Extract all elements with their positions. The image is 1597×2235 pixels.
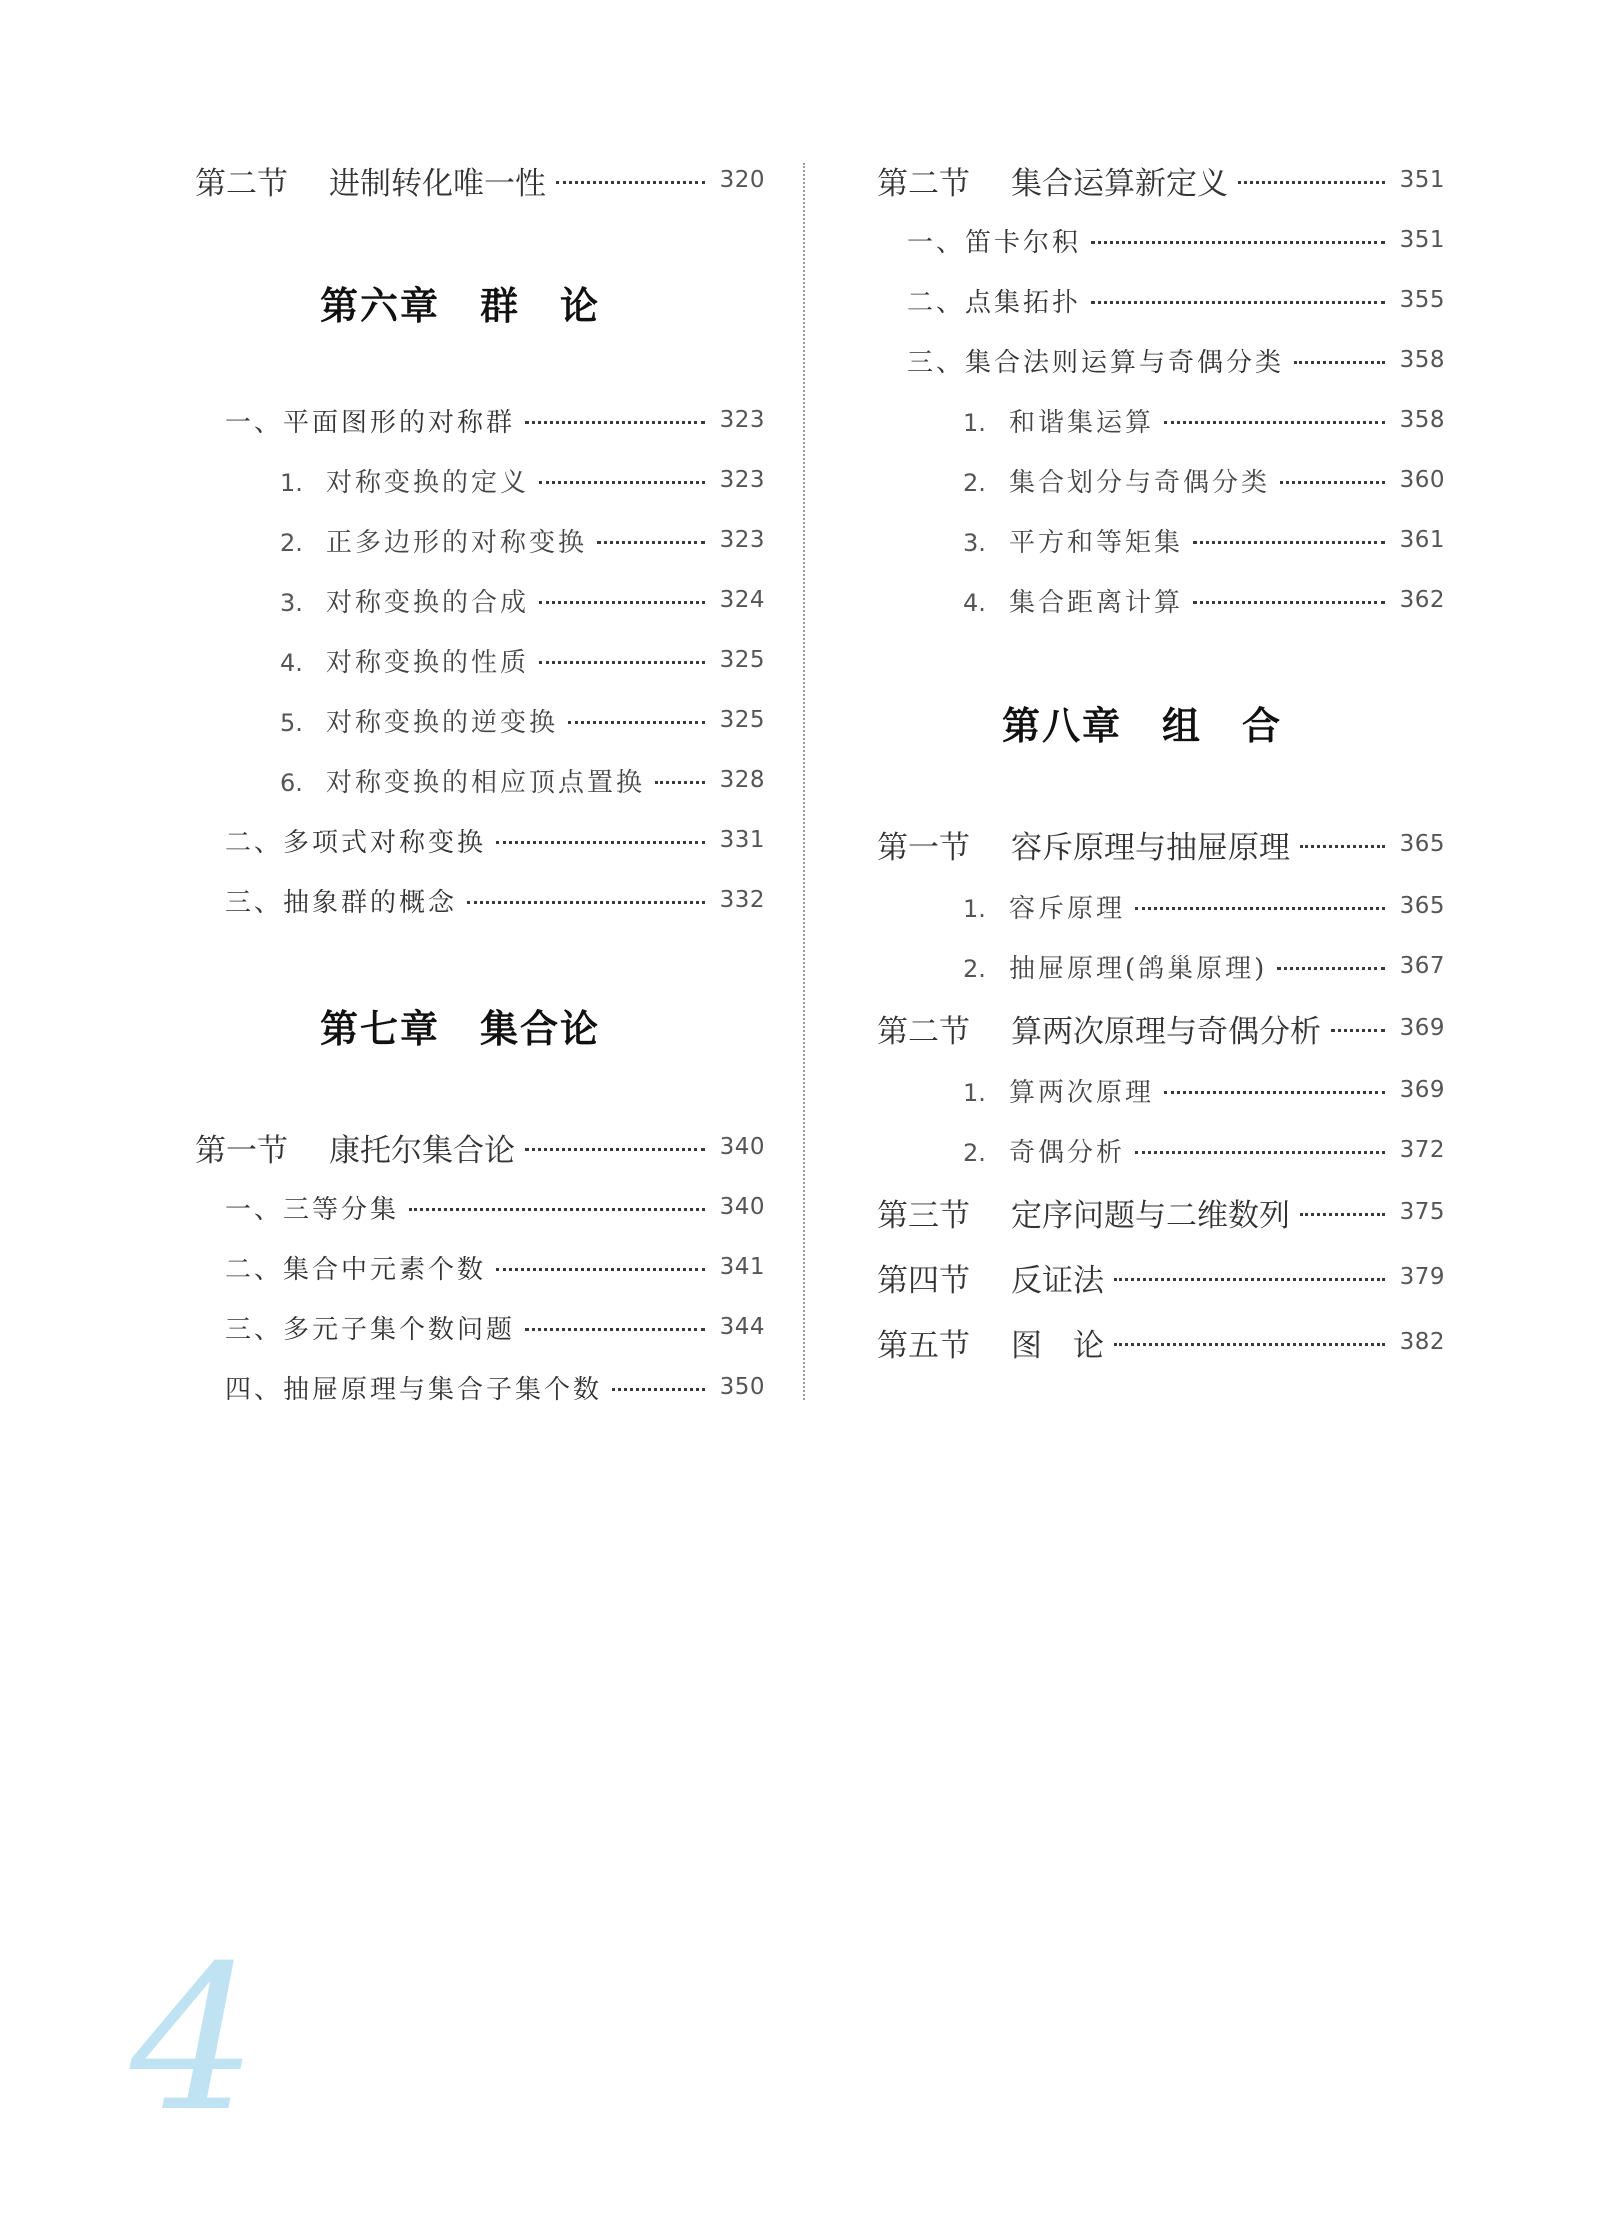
toc-entry[interactable]: 三、多元子集个数问题 344 xyxy=(225,1314,765,1345)
page-number: 361 xyxy=(1399,527,1445,553)
page-number: 325 xyxy=(719,707,765,733)
dot-leader xyxy=(496,841,705,844)
toc-entry[interactable]: 四、抽屉原理与集合子集个数 350 xyxy=(225,1374,765,1405)
dot-leader xyxy=(467,901,705,904)
page-number: 372 xyxy=(1399,1137,1445,1163)
toc-entry[interactable]: 2. 奇偶分析 372 xyxy=(963,1137,1445,1168)
chapter-heading: 第六章 群 论 xyxy=(320,284,601,328)
page-number: 379 xyxy=(1399,1264,1445,1290)
dot-leader xyxy=(1238,181,1385,184)
dot-leader xyxy=(1114,1343,1385,1346)
page-number: 331 xyxy=(719,827,765,853)
toc-entry[interactable]: 3. 对称变换的合成 324 xyxy=(280,587,765,618)
dot-leader xyxy=(1164,421,1385,424)
page-number: 360 xyxy=(1399,467,1445,493)
dot-leader xyxy=(1091,301,1385,304)
toc-entry[interactable]: 第一节 康托尔集合论 340 xyxy=(195,1132,765,1169)
toc-entry[interactable]: 第一节 容斥原理与抽屉原理 365 xyxy=(877,829,1445,866)
dot-leader xyxy=(1114,1278,1385,1281)
page-number: 320 xyxy=(719,167,765,193)
page-number: 362 xyxy=(1399,587,1445,613)
toc-entry[interactable]: 1. 和谐集运算 358 xyxy=(963,407,1445,438)
toc-entry[interactable]: 第三节 定序问题与二维数列 375 xyxy=(877,1197,1445,1234)
page-number: 332 xyxy=(719,887,765,913)
dot-leader xyxy=(556,181,705,184)
page-number: 351 xyxy=(1399,167,1445,193)
page-number: 355 xyxy=(1399,287,1445,313)
toc-entry[interactable] xyxy=(195,158,765,202)
dot-leader xyxy=(1277,967,1385,970)
dot-leader xyxy=(539,661,705,664)
toc-entry[interactable]: 2. 集合划分与奇偶分类 360 xyxy=(963,467,1445,498)
dot-leader xyxy=(597,541,705,544)
toc-entry[interactable]: 二、多项式对称变换 331 xyxy=(225,827,765,858)
dot-leader xyxy=(409,1208,705,1211)
dot-leader xyxy=(1164,1091,1385,1094)
toc-entry[interactable]: 2. 正多边形的对称变换 323 xyxy=(280,527,765,558)
chapter-heading: 第七章 集合论 xyxy=(320,1007,601,1051)
page-number: 375 xyxy=(1399,1199,1445,1225)
page-number: 367 xyxy=(1399,953,1445,979)
dot-leader xyxy=(539,481,705,484)
toc-entry[interactable]: 一、笛卡尔积 351 xyxy=(907,227,1445,258)
entry-title: 第二节 进制转化唯一性 xyxy=(195,165,546,202)
page-number: 358 xyxy=(1399,347,1445,373)
page-number: 324 xyxy=(719,587,765,613)
dot-leader xyxy=(1280,481,1385,484)
page-number: 323 xyxy=(719,467,765,493)
page-number: 350 xyxy=(719,1374,765,1400)
toc-entry[interactable]: 二、点集拓扑 355 xyxy=(907,287,1445,318)
page-number: 328 xyxy=(719,767,765,793)
dot-leader xyxy=(1135,907,1385,910)
page-number: 365 xyxy=(1399,893,1445,919)
toc-entry[interactable]: 3. 平方和等矩集 361 xyxy=(963,527,1445,558)
toc-entry[interactable]: 6. 对称变换的相应顶点置换 328 xyxy=(280,767,765,798)
dot-leader xyxy=(612,1388,705,1391)
dot-leader xyxy=(1300,845,1385,848)
toc-entry[interactable]: 2. 抽屉原理(鸽巢原理) 367 xyxy=(963,953,1445,984)
toc-entry[interactable]: 5. 对称变换的逆变换 325 xyxy=(280,707,765,738)
page-number-decorative: 4 xyxy=(130,1923,258,2156)
page-number: 323 xyxy=(719,527,765,553)
toc-entry[interactable]: 一、平面图形的对称群 323 xyxy=(225,407,765,438)
dot-leader xyxy=(1193,601,1385,604)
toc-entry[interactable]: 一、三等分集 340 xyxy=(225,1194,765,1225)
page-number: 325 xyxy=(719,647,765,673)
page-number: 369 xyxy=(1399,1077,1445,1103)
toc-entry[interactable]: 1. 算两次原理 369 xyxy=(963,1077,1445,1108)
dot-leader xyxy=(496,1268,705,1271)
toc-entry[interactable]: 三、抽象群的概念 332 xyxy=(225,887,765,918)
dot-leader xyxy=(1331,1029,1385,1032)
page-number: 340 xyxy=(719,1194,765,1220)
dot-leader xyxy=(1300,1213,1385,1216)
toc-entry[interactable]: 第二节 集合运算新定义 351 xyxy=(877,165,1445,202)
dot-leader xyxy=(1193,541,1385,544)
page-number: 358 xyxy=(1399,407,1445,433)
page-number: 344 xyxy=(719,1314,765,1340)
toc-entry[interactable]: 二、集合中元素个数 341 xyxy=(225,1254,765,1285)
toc-entry[interactable]: 第二节 算两次原理与奇偶分析 369 xyxy=(877,1013,1445,1050)
page-number: 323 xyxy=(719,407,765,433)
toc-entry[interactable]: 三、集合法则运算与奇偶分类 358 xyxy=(907,347,1445,378)
toc-entry[interactable]: 1. 对称变换的定义 323 xyxy=(280,467,765,498)
page-number: 340 xyxy=(719,1134,765,1160)
dot-leader xyxy=(655,781,705,784)
page-number: 365 xyxy=(1399,831,1445,857)
dot-leader xyxy=(1294,361,1385,364)
chapter-heading: 第八章 组 合 xyxy=(1002,704,1283,748)
dot-leader xyxy=(525,1328,705,1331)
page-number: 369 xyxy=(1399,1015,1445,1041)
dot-leader xyxy=(1091,241,1385,244)
dot-leader xyxy=(1135,1151,1385,1154)
page-number: 351 xyxy=(1399,227,1445,253)
dot-leader xyxy=(539,601,705,604)
page-number: 341 xyxy=(719,1254,765,1280)
column-divider xyxy=(803,163,805,1400)
toc-entry[interactable]: 第五节 图 论 382 xyxy=(877,1327,1445,1364)
dot-leader xyxy=(568,721,705,724)
toc-entry[interactable]: 4. 对称变换的性质 325 xyxy=(280,647,765,678)
page-number: 382 xyxy=(1399,1329,1445,1355)
toc-entry[interactable]: 4. 集合距离计算 362 xyxy=(963,587,1445,618)
dot-leader xyxy=(525,1148,705,1151)
dot-leader xyxy=(525,421,705,424)
toc-entry[interactable]: 第四节 反证法 379 xyxy=(877,1262,1445,1299)
toc-entry[interactable]: 1. 容斥原理 365 xyxy=(963,893,1445,924)
